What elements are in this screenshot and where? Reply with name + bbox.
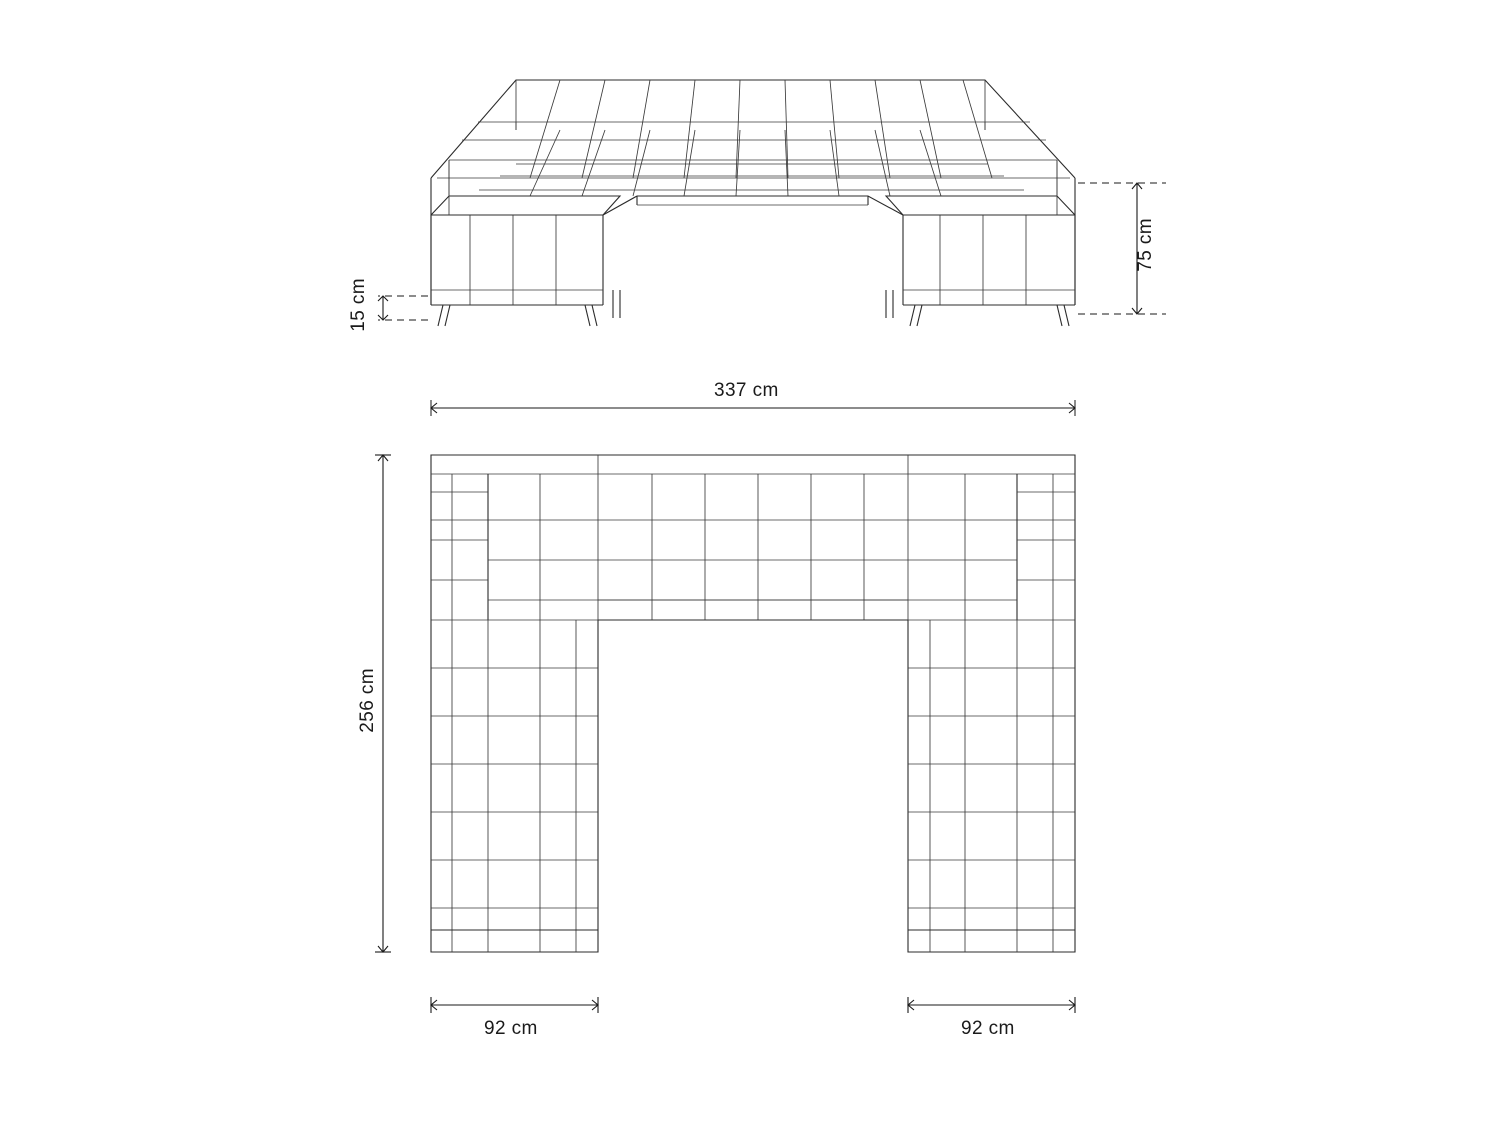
label-width-337: 337 cm xyxy=(714,380,779,401)
label-height-15: 15 cm xyxy=(348,278,369,332)
label-left-92: 92 cm xyxy=(484,1018,538,1039)
label-depth-256: 256 cm xyxy=(357,668,378,733)
label-right-92: 92 cm xyxy=(961,1018,1015,1039)
dimension-right-92 xyxy=(908,997,1075,1013)
dimension-left-92 xyxy=(431,997,598,1013)
label-height-75: 75 cm xyxy=(1135,218,1156,272)
sofa-plan-outline xyxy=(431,455,1075,952)
